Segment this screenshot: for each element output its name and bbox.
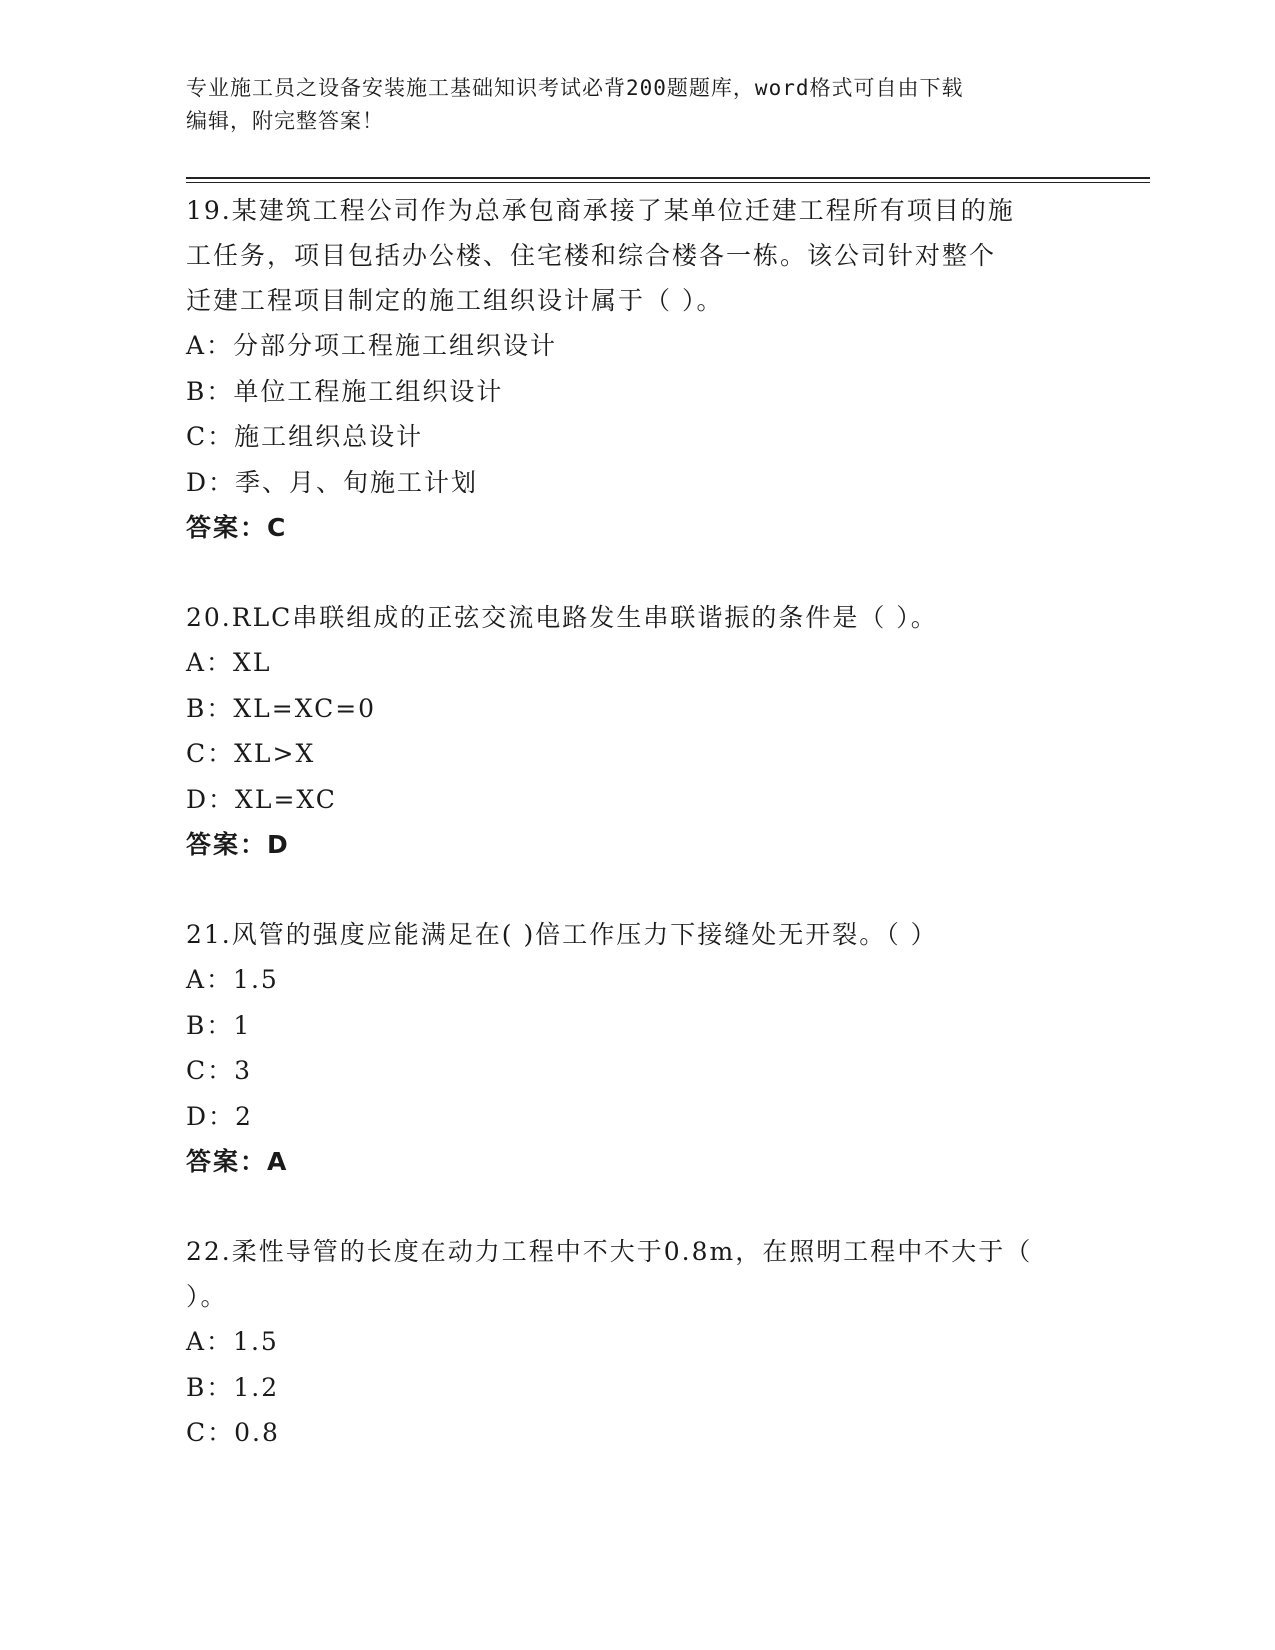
answer-label: 答案：D <box>186 830 290 859</box>
question-stem-line: 20.RLC串联组成的正弦交流电路发生串联谐振的条件是（ ）。 <box>186 603 938 632</box>
question-list <box>186 188 1086 1456</box>
header-line-2: 编辑，附完整答案！ <box>186 109 384 133</box>
option-a: A：XL <box>186 648 272 677</box>
question-stem-line: 工任务，项目包括办公楼、住宅楼和综合楼各一栋。该公司针对整个 <box>186 241 997 270</box>
option-b: B：XL=XC=0 <box>186 693 377 723</box>
question-stem-line: ）。 <box>186 1282 228 1311</box>
option-d: D：2 <box>186 1101 253 1131</box>
question-22 <box>186 1229 1086 1456</box>
answer-label: 答案：A <box>186 1147 289 1176</box>
question-20 <box>186 595 1086 867</box>
option-b: B：单位工程施工组织设计 <box>186 376 504 406</box>
option-c: C：0.8 <box>186 1418 280 1447</box>
option-a: A：1.5 <box>186 1327 279 1356</box>
option-a: A：1.5 <box>186 965 279 994</box>
option-c: C：施工组织总设计 <box>186 422 424 451</box>
option-a: A：分部分项工程施工组织设计 <box>186 331 558 360</box>
answer-label: 答案：C <box>186 513 288 542</box>
option-c: C：XL>X <box>186 739 316 768</box>
question-spacer <box>186 1184 1086 1229</box>
option-b: B：1.2 <box>186 1372 280 1402</box>
question-stem-line: 22.柔性导管的长度在动力工程中不大于0.8m，在照明工程中不大于（ <box>186 1237 1033 1266</box>
question-19 <box>186 188 1086 550</box>
question-21 <box>186 912 1086 1184</box>
question-stem-line: 21.风管的强度应能满足在( )倍工作压力下接缝处无开裂。（ ） <box>186 920 938 949</box>
question-spacer <box>186 550 1086 595</box>
header-divider-thick <box>186 177 1150 179</box>
document-header <box>186 72 1086 138</box>
option-c: C：3 <box>186 1056 253 1085</box>
option-d: D：XL=XC <box>186 784 337 814</box>
question-stem-line: 迁建工程项目制定的施工组织设计属于（ ）。 <box>186 286 724 315</box>
option-d: D：季、月、旬施工计划 <box>186 467 479 497</box>
header-divider-thin <box>186 182 1150 183</box>
question-spacer <box>186 867 1086 912</box>
option-b: B：1 <box>186 1010 252 1040</box>
header-line-1: 专业施工员之设备安装施工基础知识考试必背200题题库，word格式可自由下载 <box>186 76 964 100</box>
question-stem-line: 19.某建筑工程公司作为总承包商承接了某单位迁建工程所有项目的施 <box>186 196 1015 225</box>
